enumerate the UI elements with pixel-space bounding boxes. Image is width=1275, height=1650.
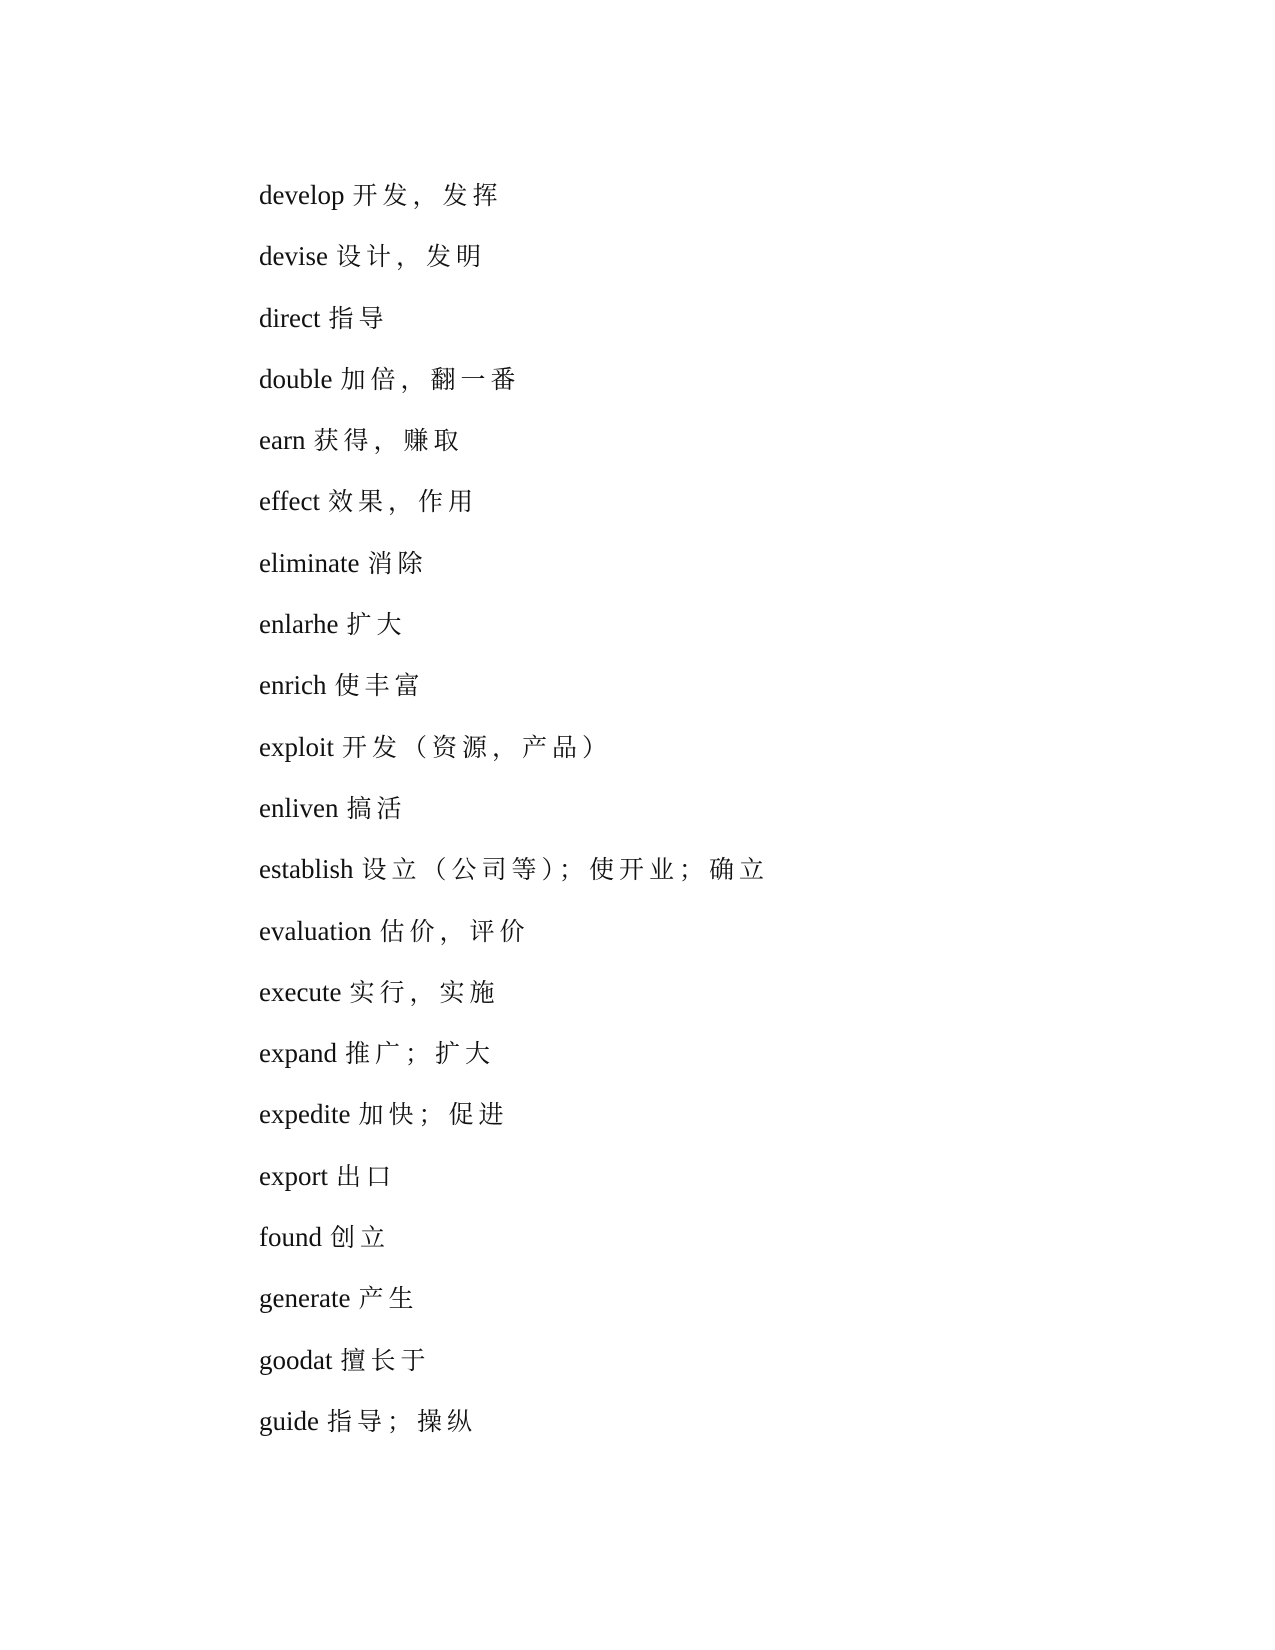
entry-word: devise — [259, 241, 328, 272]
entry-word: found — [259, 1222, 322, 1253]
entry-word: eliminate — [259, 547, 360, 578]
entry-meaning: 开发（资源，产品） — [342, 732, 613, 762]
entry-word: evaluation — [259, 915, 372, 946]
vocabulary-entry — [259, 288, 1159, 349]
entry-word: expedite — [259, 1099, 351, 1130]
vocabulary-entry — [259, 165, 1159, 226]
entry-meaning: 设立（公司等）；使开业；确立 — [361, 855, 770, 885]
vocabulary-entry — [259, 717, 1159, 778]
vocabulary-entry — [259, 1268, 1159, 1329]
vocabulary-entry — [259, 839, 1159, 900]
entry-word: execute — [259, 976, 342, 1007]
entry-word: export — [259, 1160, 328, 1191]
vocabulary-entry — [259, 349, 1159, 410]
vocabulary-entry — [259, 655, 1159, 716]
entry-meaning: 消除 — [367, 548, 428, 578]
vocabulary-entry — [259, 901, 1159, 962]
entry-meaning: 擅长于 — [340, 1345, 431, 1375]
entry-meaning: 使丰富 — [334, 671, 425, 701]
entry-word: develop — [259, 180, 345, 210]
entry-word: enliven — [259, 792, 339, 823]
vocabulary-entry — [259, 778, 1159, 839]
entry-meaning: 实行，实施 — [349, 977, 500, 1007]
entry-meaning: 指导 — [328, 303, 389, 333]
vocabulary-entry — [259, 594, 1159, 655]
entry-meaning: 指导；操纵 — [327, 1406, 478, 1436]
entry-meaning: 产生 — [358, 1284, 419, 1314]
entry-word: expand — [259, 1038, 337, 1069]
entry-meaning: 设计，发明 — [335, 242, 486, 272]
entry-word: exploit — [259, 731, 334, 762]
entry-meaning: 搞活 — [346, 793, 407, 823]
entry-word: earn — [259, 425, 306, 456]
vocabulary-entry — [259, 226, 1159, 287]
entry-word: goodat — [259, 1344, 333, 1375]
entry-meaning: 创立 — [330, 1223, 391, 1253]
entry-word: enlarhe — [259, 609, 339, 640]
entry-meaning: 推广；扩大 — [344, 1039, 495, 1069]
vocabulary-entry — [259, 1207, 1159, 1268]
entry-meaning: 估价，评价 — [379, 916, 530, 946]
entry-meaning: 加倍，翻一番 — [340, 364, 521, 394]
entry-word: establish — [259, 854, 354, 885]
vocabulary-entry — [259, 962, 1159, 1023]
entry-word: direct — [259, 302, 321, 333]
vocabulary-entry — [259, 1146, 1159, 1207]
vocabulary-entry — [259, 1391, 1159, 1452]
entry-meaning: 效果，作用 — [327, 487, 478, 517]
entry-word: enrich — [259, 670, 327, 701]
entry-meaning: 加快；促进 — [358, 1100, 509, 1130]
vocabulary-entry — [259, 410, 1159, 471]
vocabulary-entry — [259, 471, 1159, 532]
entry-word: double — [259, 363, 333, 394]
entry-word: effect — [259, 486, 320, 517]
vocabulary-entry — [259, 1084, 1159, 1145]
entry-meaning: 扩大 — [346, 610, 407, 640]
entry-word: guide — [259, 1405, 319, 1436]
entry-meaning: 开发，发挥 — [352, 181, 503, 210]
vocabulary-entry — [259, 533, 1159, 594]
vocabulary-list — [259, 165, 1159, 1452]
entry-meaning: 获得，赚取 — [313, 426, 464, 456]
vocabulary-entry — [259, 1023, 1159, 1084]
entry-meaning: 出口 — [335, 1161, 396, 1191]
vocabulary-entry — [259, 1330, 1159, 1391]
entry-word: generate — [259, 1283, 351, 1314]
